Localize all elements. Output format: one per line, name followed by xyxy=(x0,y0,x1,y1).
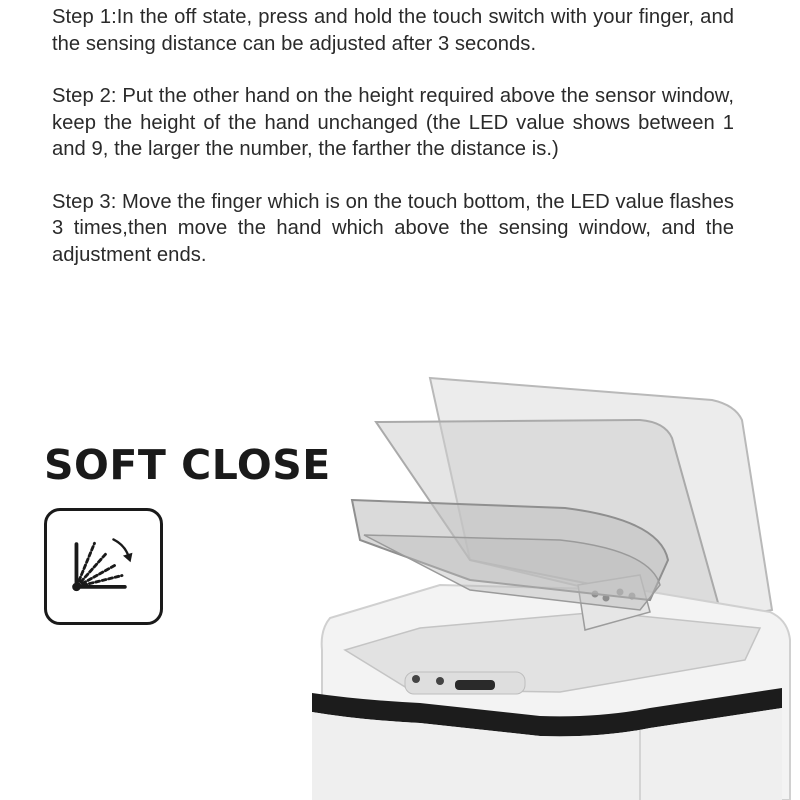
trash-bin-illustration xyxy=(300,360,800,800)
instructions-block xyxy=(52,4,734,294)
soft-close-title: SOFT CLOSE xyxy=(44,441,331,489)
soft-close-icon xyxy=(44,508,163,625)
step-3-text: Step 3: Move the finger which is on the touch bottom, the LED value flashes 3 times,then move the hand which above the sensing window, and the adjustment ends. xyxy=(52,190,734,266)
step-1-text: Step 1:In the off state, press and hold the touch switch with your finger, and the sensing distance can be adjusted after 3 seconds. xyxy=(52,6,734,55)
step-2-text: Step 2: Put the other hand on the height required above the sensor window, keep the height of the hand unchanged (the LED value shows between 1 and 9, the larger the number, the farther the distance is.) xyxy=(52,85,734,160)
